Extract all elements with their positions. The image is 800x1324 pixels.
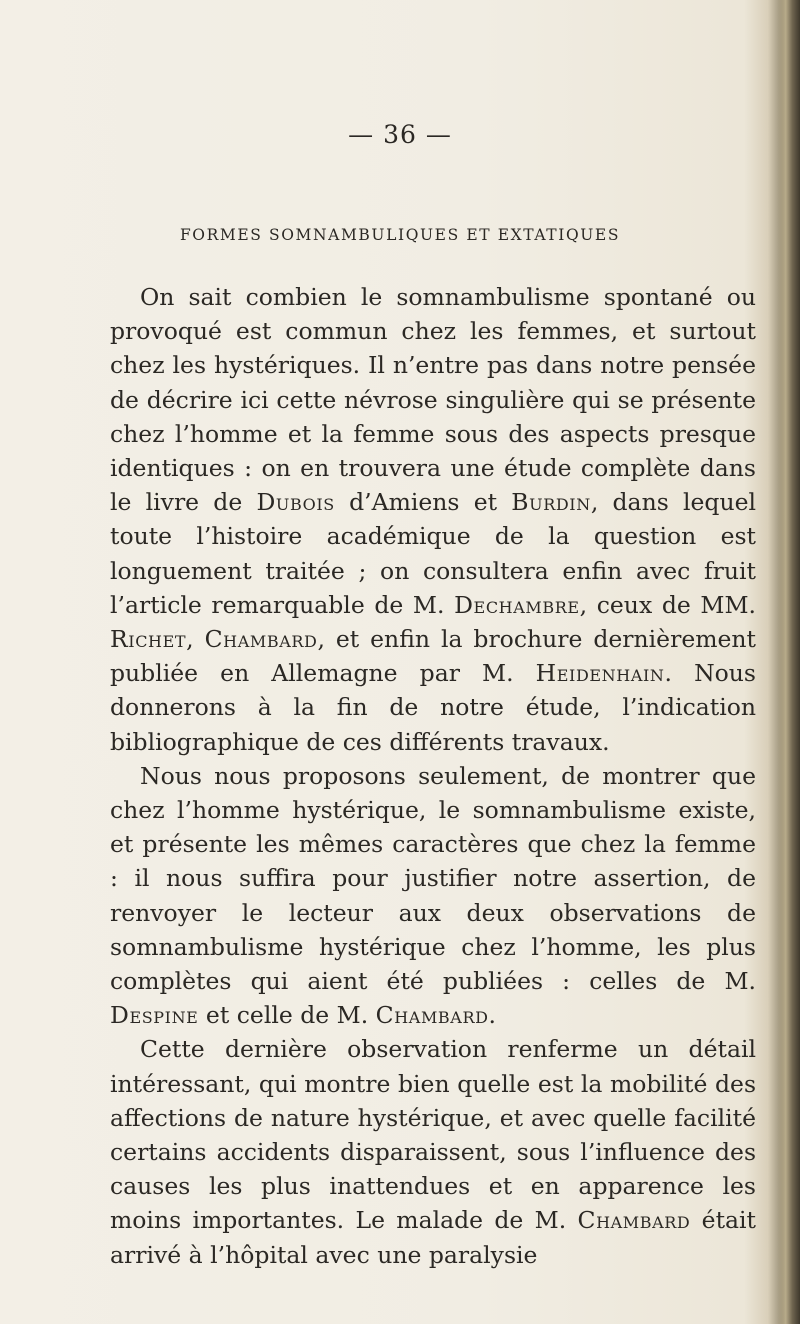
text-run: était arrivé à l’hôpital avec une paralysie [110, 1206, 756, 1269]
text-run: d’Amiens et [334, 488, 512, 517]
author-name: Burdin [511, 488, 591, 517]
author-name: Dubois [256, 488, 335, 517]
text-run: On sait combien le somnambulisme spontané ou provoqué est commun chez les femmes, et surtout chez les hystériques. Il n’entre pas dans notre pensée de décrire ici cette névrose singulière qui se présente chez l’homme et la femme sous des aspects presque identiques : on en trouvera une étude complète dans le livre de [110, 283, 756, 517]
author-name: Chambard [577, 1206, 691, 1235]
text-run: , et enfin la brochure dernièrement publiée en Allemagne par M. [110, 625, 756, 688]
body-text [110, 280, 756, 1272]
running-head: FORMES SOMNAMBULIQUES ET EXTATIQUES [179, 226, 621, 244]
author-name: Heidenhain [535, 659, 665, 688]
page-number: — 36 — [348, 120, 452, 149]
text-run: . [488, 1001, 496, 1030]
page-edge-shadow [778, 0, 800, 1324]
text-run: Cette dernière observation renferme un détail intéressant, qui montre bien quelle est la mobilité des affections de nature hystérique, et avec quelle facilité certains accidents disparaissent, sous l’influence des causes les plus inattendues et en apparence les moins importantes. Le malade de M. [110, 1035, 756, 1235]
author-name: Chambard [204, 625, 318, 654]
text-run: Nous nous proposons seulement, de montrer que chez l’homme hystérique, le somnambulisme existe, et présente les mêmes caractères que chez la femme : il nous suffira pour justifier notre assertion, de renvoyer le lecteur aux deux observations de somnambulisme hystérique chez l’homme, les plus complètes qui aient été publiées : celles de M. [110, 761, 756, 996]
text-run: . Nous donnerons à la fin de notre étude, l’indication bibliographique de ces différents travaux. [110, 659, 756, 756]
text-run: , [186, 625, 205, 654]
author-name: Dechambre [454, 590, 580, 619]
text-run: , dans lequel toute l’histoire académique de la question est longuement traitée ; on consultera enfin avec fruit l’article remarquable de M. [110, 488, 757, 619]
paragraph-1 [110, 280, 756, 759]
text-run: , ceux de MM. [579, 590, 756, 619]
author-name: Chambard [375, 1001, 489, 1030]
text-run: et celle de M. [198, 1001, 376, 1030]
author-name: Despine [110, 1001, 199, 1030]
author-name: Richet [110, 625, 187, 654]
paragraph-2 [110, 759, 756, 1033]
paragraph-3 [110, 1032, 756, 1271]
